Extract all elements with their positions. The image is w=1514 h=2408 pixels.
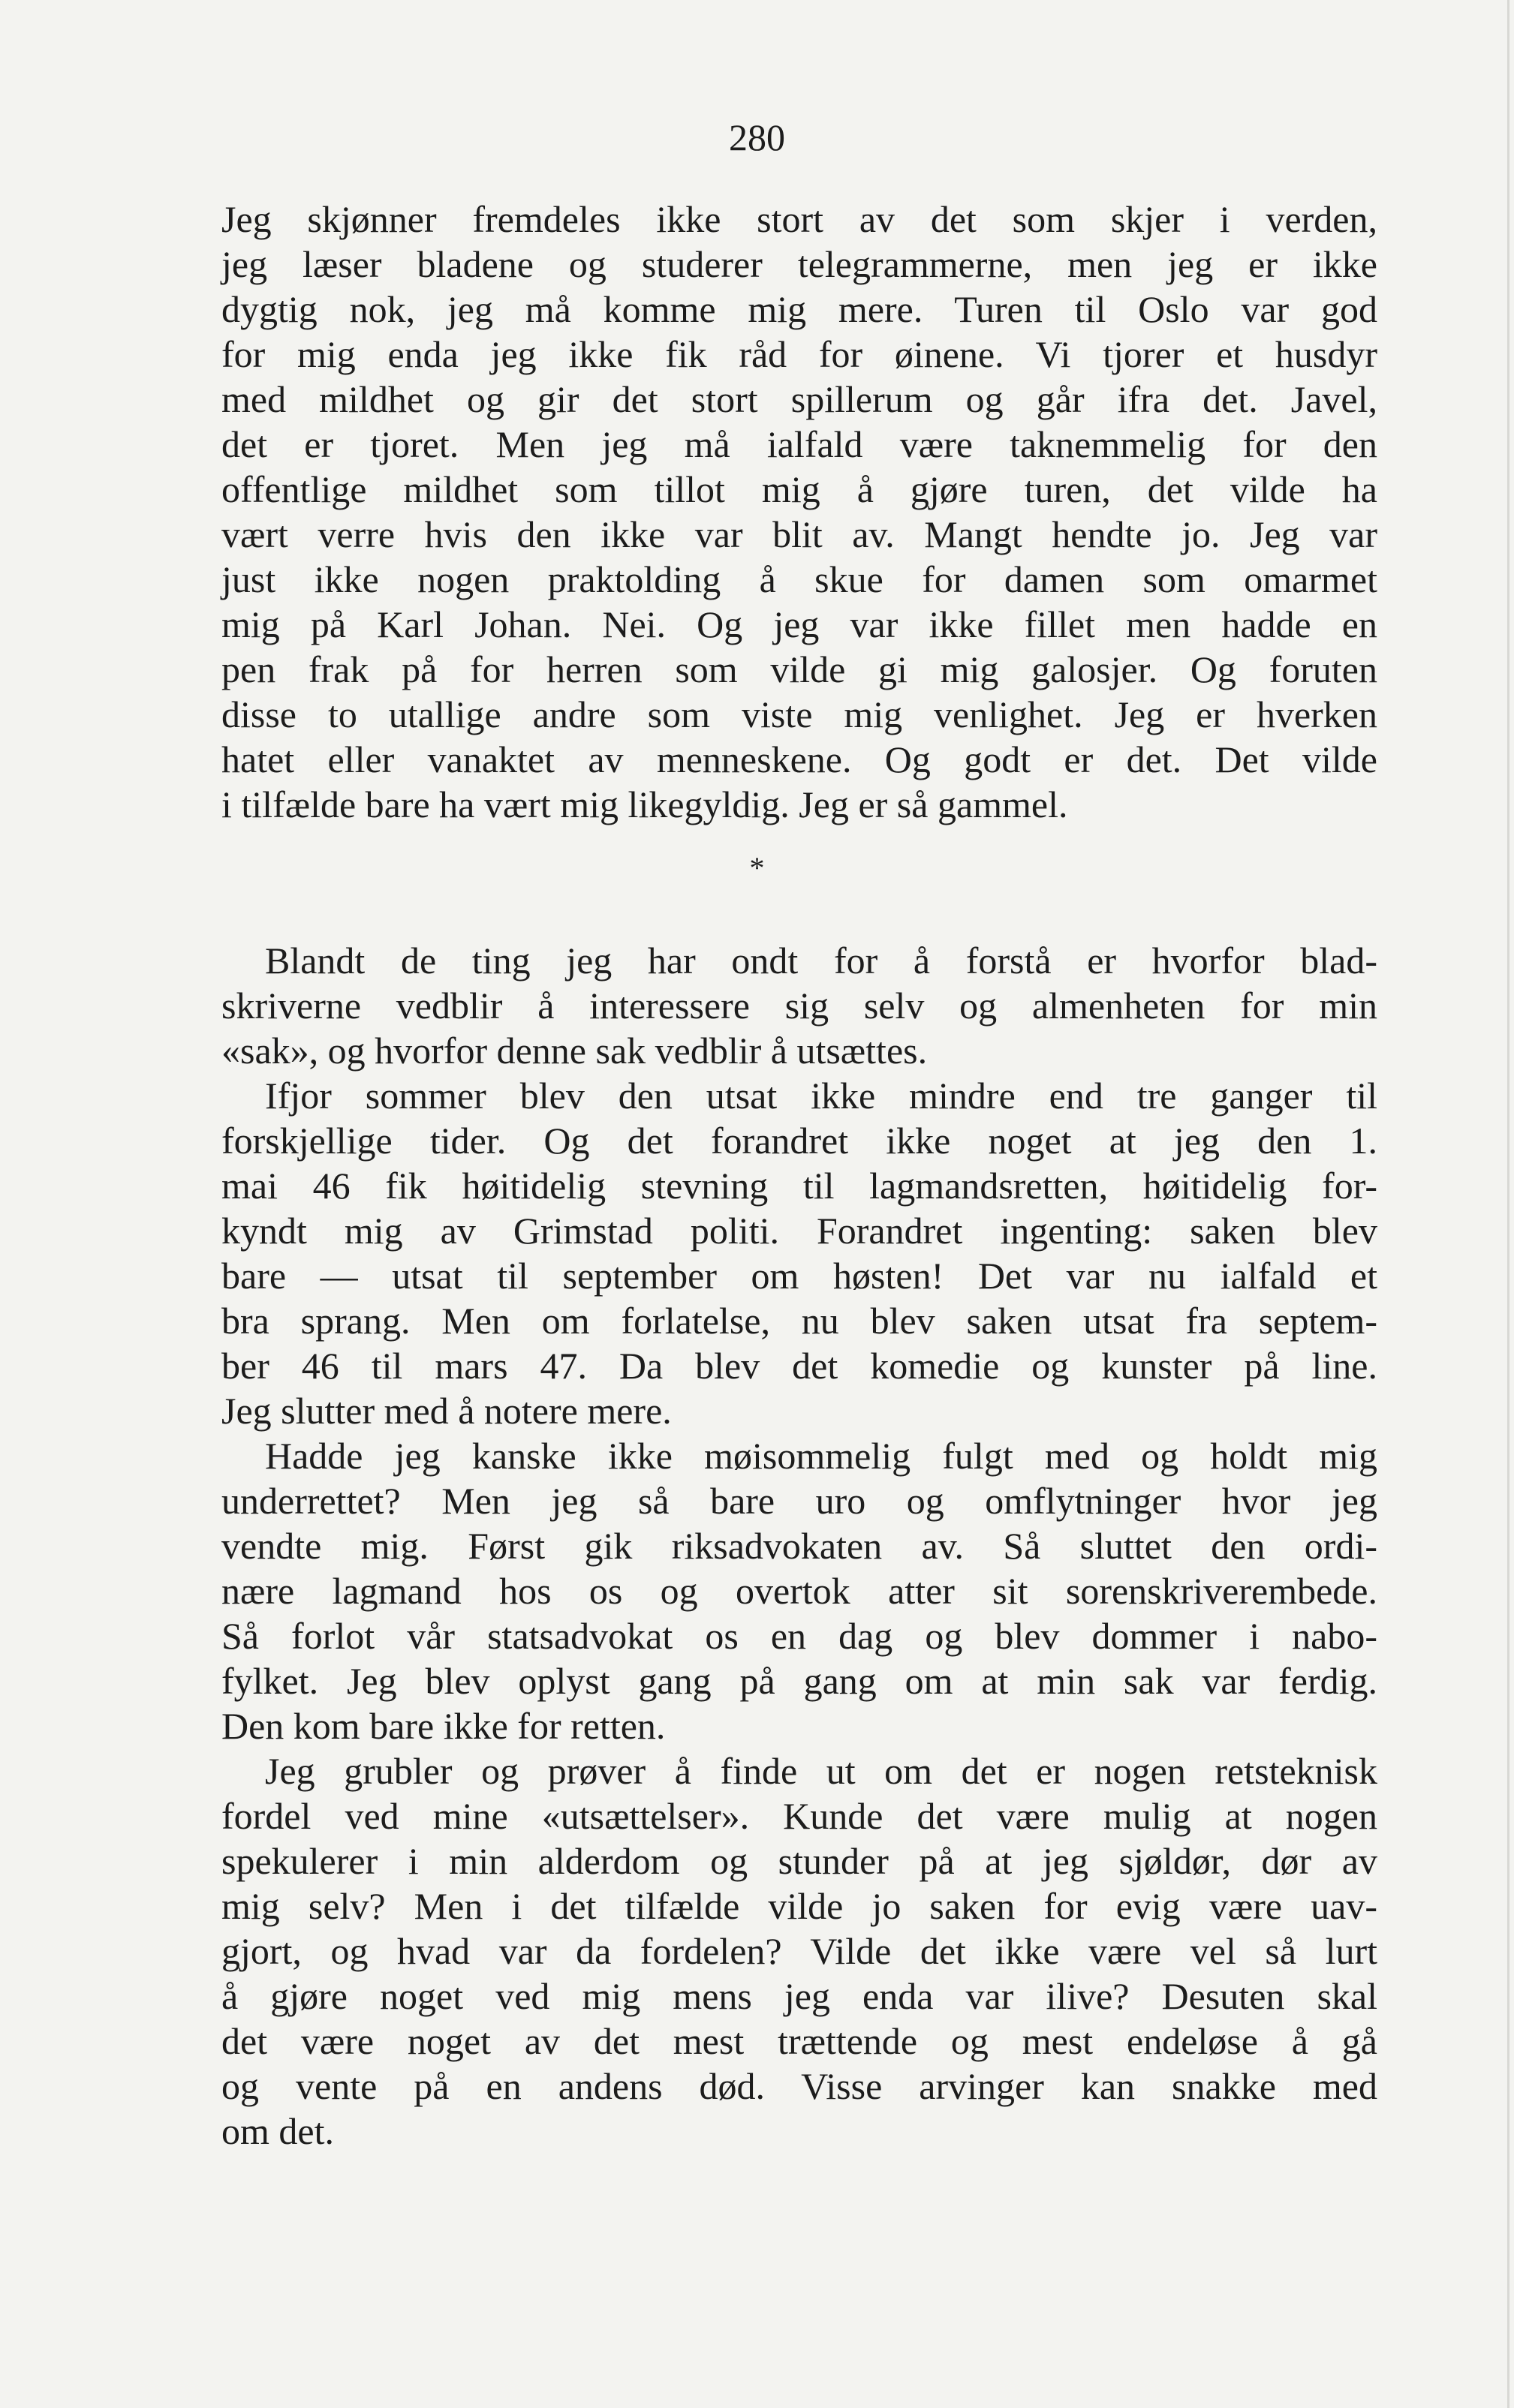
text-line: disse to utallige andre som viste mig venlighet. Jeg er hverken <box>221 693 1377 735</box>
page-number: 280 <box>729 116 785 158</box>
text-line: Jeg slutter med å notere mere. <box>221 1390 672 1432</box>
text-line: for mig enda jeg ikke fik råd for øinene. Vi tjorer et husdyr <box>221 333 1377 375</box>
text-line: dygtig nok, jeg må komme mig mere. Turen til Oslo var god <box>221 288 1377 330</box>
text-line: vendte mig. Først gik riksadvokaten av. Så sluttet den ordi- <box>221 1525 1377 1567</box>
text-line: Den kom bare ikke for retten. <box>221 1705 666 1747</box>
paragraph <box>221 1433 1377 1748</box>
text-line: å gjøre noget ved mig mens jeg enda var ilive? Desuten skal <box>221 1975 1377 2017</box>
text-line: mai 46 fik høitidelig stevning til lagmandsretten, høitidelig for- <box>221 1165 1377 1207</box>
text-line: underrettet? Men jeg så bare uro og omflytninger hvor jeg <box>221 1480 1377 1522</box>
text-line: og vente på en andens død. Visse arvinger kan snakke med <box>221 2065 1377 2107</box>
text-line: «sak», og hvorfor denne sak vedblir å utsættes. <box>221 1030 928 1072</box>
text-line: nære lagmand hos os og overtok atter sit sorenskriverembede. <box>221 1570 1377 1612</box>
text-line: med mildhet og gir det stort spillerum og går ifra det. Javel, <box>221 378 1377 420</box>
text-line: det være noget av det mest trættende og mest endeløse å gå <box>221 2020 1377 2062</box>
text-line: ber 46 til mars 47. Da blev det komedie og kunster på line. <box>221 1345 1377 1387</box>
text-line: gjort, og hvad var da fordelen? Vilde det ikke være vel så lurt <box>221 1930 1377 1972</box>
text-line: Blandt de ting jeg har ondt for å forstå er hvorfor blad- <box>265 939 1377 982</box>
text-line: Jeg grubler og prøver å finde ut om det er nogen retsteknisk <box>265 1750 1377 1792</box>
text-line: just ikke nogen praktolding å skue for damen som omarmet <box>221 558 1377 600</box>
text-line: skriverne vedblir å interessere sig selv og almenheten for min <box>221 985 1377 1027</box>
text-line: om det. <box>221 2110 334 2152</box>
text-line: Så forlot vår statsadvokat os en dag og blev dommer i nabo- <box>221 1615 1377 1657</box>
text-line: kyndt mig av Grimstad politi. Forandret ingenting: saken blev <box>221 1210 1377 1252</box>
page-edge <box>1507 0 1509 2408</box>
text-line: forskjellige tider. Og det forandret ikke noget at jeg den 1. <box>221 1120 1377 1162</box>
text-line: pen frak på for herren som vilde gi mig galosjer. Og foruten <box>221 648 1377 690</box>
text-line: bra sprang. Men om forlatelse, nu blev saken utsat fra septem- <box>221 1300 1377 1342</box>
text-line: Hadde jeg kanske ikke møisommelig fulgt med og holdt mig <box>265 1435 1377 1477</box>
text-line: spekulerer i min alderdom og stunder på at jeg sjøldør, dør av <box>221 1840 1377 1882</box>
paragraph <box>221 1748 1377 2154</box>
text-line: Jeg skjønner fremdeles ikke stort av det som skjer i verden, <box>221 198 1377 240</box>
text-line: Ifjor sommer blev den utsat ikke mindre end tre ganger til <box>265 1075 1377 1117</box>
section-two <box>221 938 1377 2154</box>
text-line: bare — utsat til september om høsten! Det var nu ialfald et <box>221 1255 1377 1297</box>
text-line: i tilfælde bare ha vært mig likegyldig. Jeg er så gammel. <box>221 783 1068 825</box>
text-line: vært verre hvis den ikke var blit av. Mangt hendte jo. Jeg var <box>221 513 1377 555</box>
text-line: fordel ved mine «utsættelser». Kunde det være mulig at nogen <box>221 1795 1377 1837</box>
text-line: mig på Karl Johan. Nei. Og jeg var ikke fillet men hadde en <box>221 603 1377 645</box>
section-separator: * <box>749 851 765 885</box>
text-line: det er tjoret. Men jeg må ialfald være taknemmelig for den <box>221 423 1377 465</box>
paragraph <box>221 938 1377 1073</box>
section-one <box>221 197 1377 827</box>
text-line: fylket. Jeg blev oplyst gang på gang om at min sak var ferdig. <box>221 1660 1377 1702</box>
paragraph <box>221 1073 1377 1433</box>
text-line: offentlige mildhet som tillot mig å gjøre turen, det vilde ha <box>221 468 1377 510</box>
text-line: jeg læser bladene og studerer telegrammerne, men jeg er ikke <box>221 243 1377 285</box>
text-line: hatet eller vanaktet av menneskene. Og godt er det. Det vilde <box>221 738 1377 780</box>
text-line: mig selv? Men i det tilfælde vilde jo saken for evig være uav- <box>221 1885 1377 1927</box>
